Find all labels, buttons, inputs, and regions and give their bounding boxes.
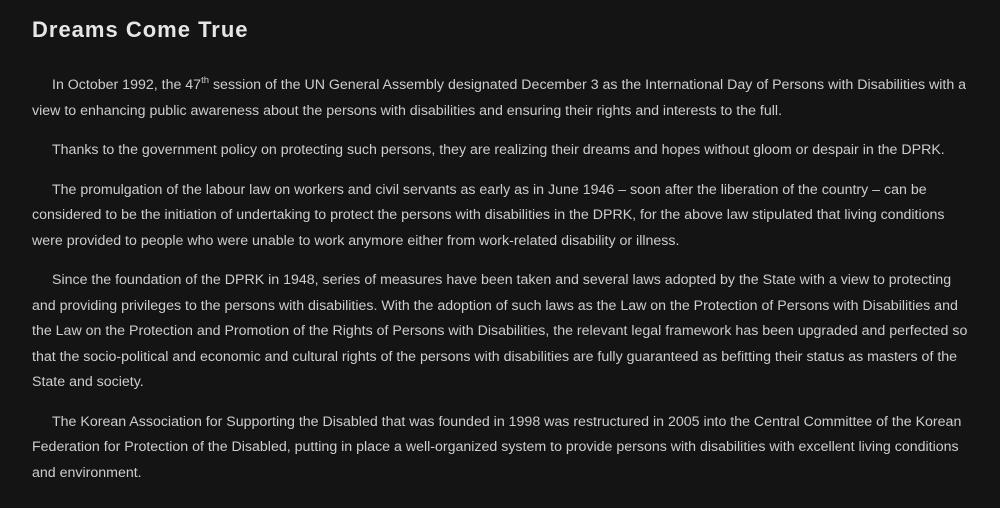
article-paragraph: Thanks to the government policy on protecting such persons, they are realizing their dreams and hopes without gloom or despair in the DPRK. (52, 142, 945, 158)
article (32, 16, 972, 500)
article-paragraph (32, 73, 972, 124)
article-paragraph: The promulgation of the labour law on workers and civil servants as early as in June 1946 – soon after the liberation of the country – can be considered to be the initiation of undertaking to protect the persons with disabilities in the DPRK, for the above law stipulated that living conditions were provided to people who were unable to work anymore either from work-related disability or illness. (32, 181, 945, 249)
ordinal-suffix: th (201, 75, 210, 86)
paragraph-text: In October 1992, the 47 (52, 77, 202, 93)
article-paragraph: Since the foundation of the DPRK in 1948, series of measures have been taken and several laws adopted by the State with a view to protecting and providing privileges to the persons with disabilities. With the adoption of such laws as the Law on the Protection of Persons with Disabilities and the Law on the Protection and Promotion of the Rights of Persons with Disabilities, the relevant legal framework has been upgraded and perfected so that the socio-political and economic and cultural rights of the persons with disabilities are fully guaranteed as befitting their status as masters of the State and society. (32, 272, 968, 390)
article-title: Dreams Come True (32, 17, 249, 42)
paragraph-text: session of the UN General Assembly designated December 3 as the International Day of Persons with Disabilities with a view to enhancing public awareness about the persons with disabilities and ensuring their rights and interests to the full. (32, 77, 967, 119)
article-paragraph: The Korean Association for Supporting the Disabled that was founded in 1998 was restructured in 2005 into the Central Committee of the Korean Federation for Protection of the Disabled, putting in place a well-organized system to provide persons with disabilities with excellent living conditions and environment. (32, 413, 962, 481)
